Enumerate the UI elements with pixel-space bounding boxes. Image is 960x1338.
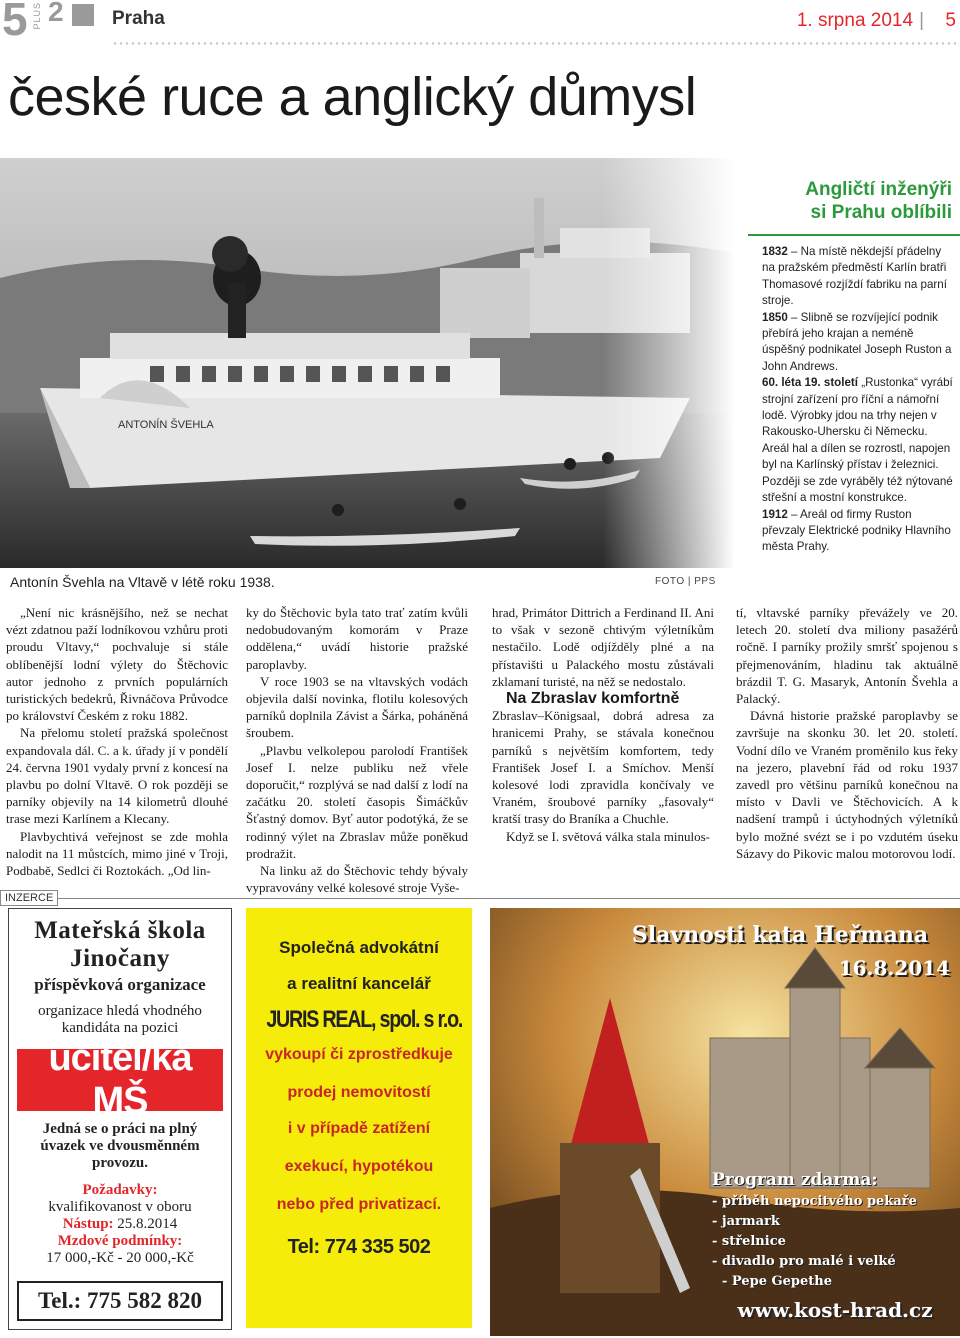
ads-divider — [0, 898, 960, 899]
logo-two: 2 — [48, 0, 64, 27]
logo-plus: PLUS — [32, 2, 42, 30]
inzerce-label: INZERCE — [0, 890, 58, 906]
ad1-desc3: provozu. — [92, 1155, 148, 1171]
steamboat-photo — [0, 158, 735, 568]
ad1-line2: kandidáta na pozici — [61, 1020, 179, 1036]
paragraph: „Plavbu velkolepou parolodí František Josef I. nelze publiku než vřele doporučit,“ rozplývá se nad další z lodí na začátku 20. století časopis Šimáčkův Šťastný domov. Byť autor podotýká, že se rodinný výlet na Zbraslav může poněkud prodražit. — [246, 742, 468, 861]
timeline-entry: 1850 – Slibně se rozvíjející podnik přebírá jeho krajan a neméně úspěšný podnikatel Joseph Ruston a John Andrews. — [762, 310, 952, 373]
ad2-brand: JURIS REAL, spol. s r.o. — [266, 1006, 463, 1033]
ad2-line7: nebo před privatizací. — [276, 1196, 442, 1213]
article-subhead: Na Zbraslav komfortně — [506, 690, 680, 708]
paragraph: tí, vltavské parníky převážely ve 20. letech 20. století dva miliony pasažérů ročně. I parníky prožily smršť spojenou s přejmenováním, hladinu tak aktuálně brázdil T. G. Masaryk, Antonín Švehla a Palacký. — [736, 605, 958, 707]
article-column-1 — [6, 604, 228, 879]
logo-square — [72, 4, 94, 26]
ad1-job: učitel/ka MŠ — [48, 1037, 192, 1122]
dotted-divider — [112, 42, 956, 45]
sidebar-title — [762, 178, 952, 224]
ad1-salary-value: 17 000,-Kč - 20 000,-Kč — [46, 1250, 194, 1266]
sidebar-title-line1: Angličtí inženýři — [805, 179, 952, 200]
ad-juris-real — [246, 908, 472, 1328]
paragraph: Když se I. světová válka stala minulos- — [506, 828, 710, 844]
sidebar-title-line2: si Prahu oblíbili — [810, 202, 952, 223]
page-number: 5 — [945, 10, 956, 31]
photo-caption: Antonín Švehla na Vltavě v létě roku 1938. — [10, 574, 275, 590]
article-column-4 — [736, 604, 958, 862]
ad2-line2: a realitní kancelář — [287, 974, 431, 993]
timeline-entry: 1912 – Areál od firmy Ruston převzaly Elektrické podniky Hlavního města Prahy. — [762, 507, 951, 554]
ad2-line6: exekucí, hypotékou — [284, 1158, 434, 1175]
ad3-item: - střelnice — [712, 1234, 786, 1249]
article-column-3 — [492, 604, 714, 845]
sidebar-rule — [748, 234, 960, 236]
ad3-program-title: Program zdarma: — [712, 1170, 878, 1190]
ad1-req-label: Požadavky: — [82, 1182, 158, 1198]
ad3-program — [712, 1170, 954, 1292]
ad1-job-banner — [17, 1037, 223, 1122]
paragraph: V roce 1903 se na vltavských vodách objevila další novinka, flotilu kolesových parníků doplnila Závist a Šárka, poháněná šroubem. — [246, 673, 468, 741]
ad1-start: Nástup: 25.8.2014 — [62, 1216, 178, 1232]
ad1-salary-label: Mzdové podmínky: — [57, 1233, 183, 1249]
ad2-line4: prodej nemovitostí — [287, 1084, 431, 1101]
paragraph: Na přelomu století pražská společnost expandovala dál. C. a k. úřady jí v pondělí 24. června 1901 vydaly první z koncesí na plavbu po dolní Vltavě. O rok později se parníky objevily na 14 kilometrů dlouhé trase mezi Karlínem a Klecany. — [6, 725, 228, 827]
ad-kindergarten — [8, 908, 232, 1330]
ad1-req-value: kvalifikovanost v oboru — [48, 1199, 192, 1215]
issue-date: 1. srpna 2014 | — [796, 10, 924, 31]
paragraph: Plavbychtivá veřejnost se zde mohla nalodit na 11 můstcích, mimo jiné v Troji, Podbabě, Sedlci či Roztokách. „Od lin- — [6, 828, 228, 879]
timeline-entry: 1832 – Na místě někdejší přádelny na pražském předměstí Karlín bratři Thomasové rozjíždí fabriku na parní stroje. — [762, 245, 947, 308]
paragraph: hrad, Primátor Dittrich a Ferdinand II. Ani to však v sezoně chtivým výletníkům nestačilo. Lodě odjížděly plné a na přístavišti u Palackého mostu zůstávali zklamaní turisté, na něž se nedostalo. — [492, 605, 714, 689]
sidebar-timeline — [762, 244, 957, 556]
logo-number: 5 — [2, 0, 28, 45]
paragraph: Zbraslav–Königsaal, dobrá adresa za hranicemi Prahy, se stávala konečnou parníků s největším komfortem, tedy František Josef I. a Smíchov. Menší kolesové lodi zpravidla končívaly ve Vraném, šroubové parníky „fasovaly“ kratší trasy do Braníka a Chuchle. — [492, 708, 714, 827]
ad2-phone: Tel: 774 335 502 — [287, 1236, 431, 1258]
ad3-item: - příběh nepocitvého pekaře — [712, 1194, 917, 1209]
ad3-item: - Pepe Gepethe — [722, 1274, 832, 1289]
ad2-line5: i v případě zatížení — [287, 1120, 431, 1137]
ad1-phone: Tel.: 775 582 820 — [17, 1281, 223, 1321]
ad1-subtitle: příspěvková organizace — [34, 975, 206, 994]
article-column-2 — [246, 604, 468, 896]
paragraph: „Není nic krásnějšího, než se nechat vézt zdatnou paží lodníkovou vzhůru proti proudu Vltavy,“ pochvaluje si stále oblíbenější lodní výlety do Štěchovic autor jednoho z prvních populárních turistických bedekrů, Řivnáčova Průvodce po království Českém z roku 1882. — [6, 605, 228, 724]
paragraph: ky do Štěchovic byla tato trať zatím kvůli nedobudovaným komorám v Praze oddělena,“ uvádí historie pražské paroplavby. — [246, 605, 468, 672]
ad1-line1: organizace hledá vhodného — [38, 1003, 202, 1019]
ad1-title1: Mateřská škola — [34, 917, 206, 944]
ad2-line1: Společná advokátní — [279, 938, 439, 957]
ad-kost-castle — [490, 908, 960, 1336]
timeline-entry: 60. léta 19. století „Rustonka“ vyrábí strojní zařízení pro říční a námořní lodě. Výrobky jdou na trhy nejen v Rakousko-Uhersku či Německu. Areál hal a dílen se rozrostl, napojen byl na Karlínský přístav i železnici. Později se zde vyráběly též nýtované střešní a mostní konstrukce. — [762, 376, 953, 505]
paragraph: Na linku až do Štěchovic tehdy bývaly vypravovány velké kolesové stroje Vyše- — [246, 863, 468, 896]
headline: české ruce a anglický důmysl — [8, 67, 697, 127]
ad3-item: - divadlo pro malé i velké — [712, 1254, 896, 1269]
paragraph: Dávná historie pražské paroplavby se završuje na skonku 30. let 20. století. Vodní dílo ve Vraném proměnilo kus řeky na jezero, plavební řád od roku 1937 zavedl pro většinu parníků konečnou na místo v Davli ve Štěchovicích. A k nadšení trampů i úctyhodných výletníků bylo možné svézt se i po vzdutém úseku Sázavy do Pikovic malou motorovou lodí. — [736, 708, 958, 861]
section-title: Praha — [112, 8, 165, 29]
ad3-title: Slavnosti kata Heřmana — [631, 922, 929, 948]
ad3-date: 16.8.2014 — [838, 956, 950, 980]
ad3-url[interactable]: www.kost-hrad.cz — [737, 1298, 933, 1322]
ad2-line3: vykoupí či zprostředkuje — [265, 1046, 453, 1063]
photo-credit: FOTO | PPS — [655, 576, 716, 587]
ad1-title2: Jinočany — [70, 945, 170, 972]
ad3-item: - jarmark — [712, 1214, 780, 1229]
ad1-desc1: Jedná se o práci na plný — [42, 1121, 198, 1137]
ad1-desc2: úvazek ve dvousměnném — [40, 1138, 200, 1154]
